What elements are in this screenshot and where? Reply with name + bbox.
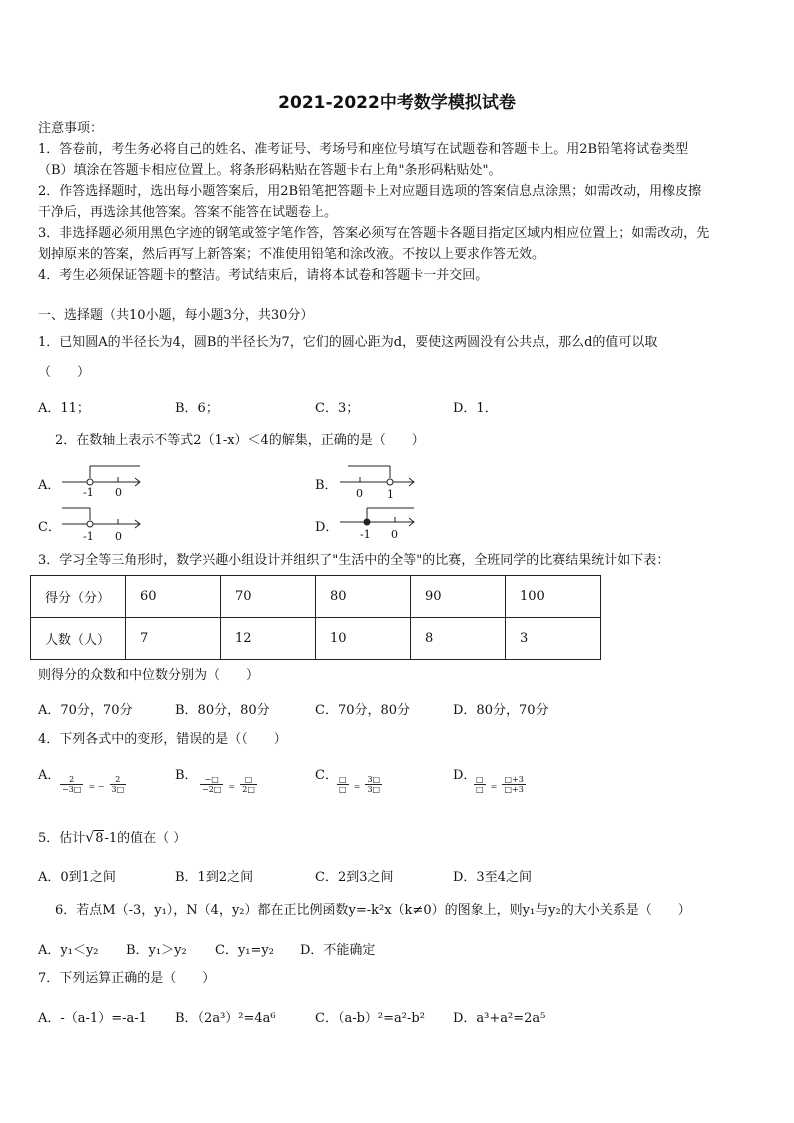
number-line-c [60,502,145,544]
table-cell: 7 [126,618,221,660]
q4-stem: 4．下列各式中的变形，错误的是（（ ） [38,732,287,747]
exam-title: 2021-2022中考数学模拟试卷 [278,93,516,113]
notice-line: 3．非选择题必须用黑色字迹的钢笔或签字笔作答，答案必须写在答题卡各题目指定区域内相应位置上；如需改动，先 [38,226,710,241]
q7-option-b: B．（2a³）²=4a⁶ [175,1011,276,1026]
table-cell: 60 [126,576,221,618]
q1-option-d: D．1． [453,401,498,416]
sqrt-radicand: 8 [95,831,104,846]
q2-label-c: C． [38,520,61,535]
q3-option-b: B．80分，80分 [175,703,270,718]
tick-label: 0 [115,530,122,543]
q7-option-d: D．a³+a²=2a⁵ [453,1011,546,1026]
q1-option-c: C．3； [315,401,360,416]
q6-option-c: C．y₁=y₂ [215,943,274,958]
q2-label-a: A． [38,478,61,493]
q4-expression-c: $\frac{□}{□}$ = $\frac{3□}{3□}$ [339,775,381,794]
tick-label: 1 [387,488,394,501]
q5-option-d: D．3至4之间 [453,870,532,885]
notice-line: 划掉原来的答案，然后再写上新答案；不准使用铅笔和涂改液。不按以上要求作答无效。 [38,247,546,262]
table-cell: 人数（人） [31,618,126,660]
q5-stem: 5．估计√8-1的值在（ ） [38,830,187,846]
score-table [30,575,601,660]
q5-option-b: B．1到2之间 [175,870,254,885]
table-cell: 70 [221,576,316,618]
q2-label-d: D． [315,520,339,535]
q2-label-b: B． [315,478,338,493]
tick-label: 0 [115,486,122,499]
q6-option-b: B．y₁＞y₂ [126,943,187,958]
q3-question: 则得分的众数和中位数分别为（ ） [38,668,260,683]
table-row [31,618,601,660]
q7-stem: 7．下列运算正确的是（ ） [38,971,216,986]
q3-option-a: A．70分，70分 [38,703,133,718]
table-cell: 得分（分） [31,576,126,618]
notice-line: 干净后，再选涂其他答案。答案不能答在试题卷上。 [38,205,338,220]
q3-option-c: C．70分，80分 [315,703,411,718]
q4-expression-a: $\frac{2}{-3□}$ = − $\frac{2}{3□}$ [62,775,125,794]
table-cell: 80 [316,576,411,618]
q4-expression-b: $\frac{-□}{-2□}$ = $\frac{□}{2□}$ [202,775,255,794]
table-cell: 100 [506,576,601,618]
q1-stem: 1．已知圆A的半径长为4，圆B的半径长为7，它们的圆心距为d，要使这两圆没有公共点，那么d的值可以取 [38,335,658,350]
notice-line: 4．考生必须保证答题卡的整洁。考试结束后，请将本试卷和答题卡一并交回。 [38,268,489,283]
q6-option-d: D．不能确定 [300,943,376,958]
q7-option-a: A．-（a-1）=-a-1 [38,1011,147,1026]
q4-expression-d: $\frac{□}{□}$ = $\frac{□+3}{□+3}$ [476,775,524,794]
q4-label-a: A． [38,768,61,783]
sqrt-symbol: √ [85,830,95,846]
tick-label: 0 [356,487,363,500]
q5-option-a: A．0到1之间 [38,870,116,885]
q3-stem: 3．学习全等三角形时，数学兴趣小组设计并组织了"生活中的全等"的比赛，全班同学的比赛结果统计如下表： [38,553,670,568]
q6-stem: 6．若点M（-3，y₁），N（4，y₂）都在正比例函数y=-k²x（k≠0）的图象上，则y₁与y₂的大小关系是（ ） [55,903,691,918]
table-cell: 12 [221,618,316,660]
table-cell: 8 [411,618,506,660]
q4-label-b: B． [175,768,198,783]
number-line-b [338,460,418,502]
notice-line: 2．作答选择题时，选出每小题答案后，用2B铅笔把答题卡上对应题目选项的答案信息点涂黑；如需改动，用橡皮擦 [38,184,702,199]
tick-label: -1 [83,486,94,499]
notice-heading: 注意事项： [38,121,104,136]
table-cell: 90 [411,576,506,618]
q1-paren: （ ） [38,365,91,380]
q3-option-d: D．80分，70分 [453,703,549,718]
notice-line: 1．答卷前，考生务必将自己的姓名、准考证号、考场号和座位号填写在试题卷和答题卡上。用2B铅笔将试卷类型 [38,142,689,157]
tick-label: -1 [360,528,371,541]
number-line-a [60,460,145,500]
q2-stem: 2．在数轴上表示不等式2（1-x）＜4的解集，正确的是（ ） [55,433,425,448]
notice-line: （B）填涂在答题卡相应位置上。将条形码粘贴在答题卡右上角"条形码粘贴处"。 [38,163,502,178]
number-line-d [338,502,418,544]
table-cell: 3 [506,618,601,660]
tick-label: 0 [391,528,398,541]
section-heading: 一、选择题（共10小题，每小题3分，共30分） [38,308,314,323]
q4-label-c: C． [315,768,338,783]
tick-label: -1 [83,530,94,543]
q1-option-a: A．11； [38,401,90,416]
q6-option-a: A．y₁＜y₂ [38,943,99,958]
q7-option-c: C．（a-b）²=a²-b² [315,1011,425,1026]
table-row [31,576,601,618]
q4-label-d: D． [453,768,477,783]
q1-option-b: B．6； [175,401,219,416]
table-cell: 10 [316,618,411,660]
q5-option-c: C．2到3之间 [315,870,394,885]
